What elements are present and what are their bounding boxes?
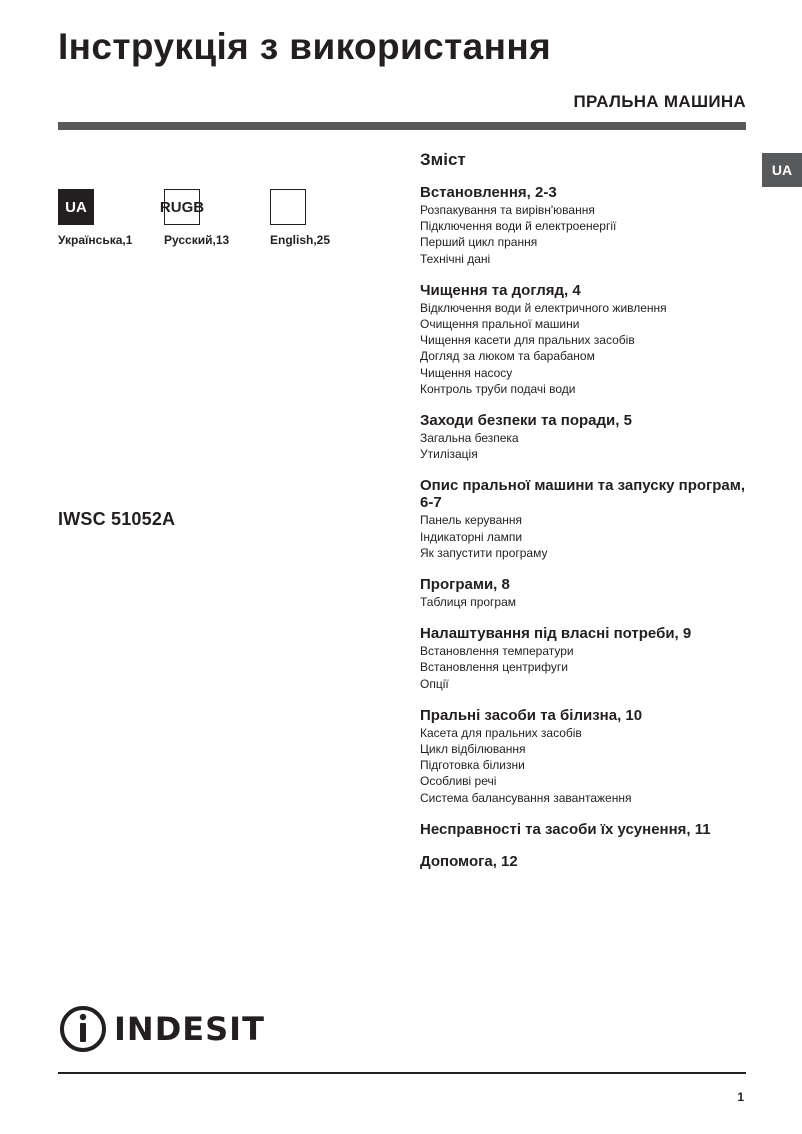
toc-title: Зміст [420,150,466,169]
toc-item[interactable]: Індикаторні лампи [420,529,523,544]
toc-item[interactable]: Відключення води й електричного живлення [420,300,667,315]
brand-logo [58,1004,265,1054]
toc-item[interactable]: Система балансування завантаження [420,790,632,805]
toc-item[interactable]: Чищення насосу [420,365,513,380]
header-rule [58,122,746,130]
toc-item[interactable]: Перший цикл прання [420,235,538,250]
toc-item[interactable]: Очищення пральної машини [420,317,580,332]
model-number: IWSC 51052A [58,509,176,529]
toc-section [420,282,750,397]
toc-section-title[interactable]: Встановлення, 2-3 [420,184,557,201]
brand-wordmark: INDESIT [114,1010,265,1048]
toc-section-title[interactable]: Заходи безпеки та поради, 5 [420,412,632,430]
toc-item[interactable]: Таблиця програм [420,595,517,610]
toc-item[interactable]: Розпакування та вирівн'ювання [420,203,595,217]
language-label-ua[interactable]: Українська,1 [58,233,133,247]
indesit-i-icon [58,1004,108,1054]
language-box-ua[interactable]: UA [58,189,94,225]
footer-rule [58,1072,746,1074]
toc-section [420,853,750,870]
toc-section-title[interactable]: Пральні засоби та білизна, 10 [420,706,643,724]
toc-item[interactable]: Контроль труби подачі води [420,381,576,396]
toc-item[interactable]: Загальна безпека [420,431,519,446]
toc-section-title[interactable]: Несправності та засоби їх усунення, 11 [420,820,711,838]
toc-item[interactable]: Технічні дані [420,251,491,266]
toc-section-title[interactable]: Налаштування під власні потреби, 9 [420,625,692,643]
table-of-contents [420,150,750,885]
language-box-ru[interactable]: RUGB [164,189,200,225]
toc-section [420,184,750,267]
language-box-en[interactable] [270,189,306,225]
toc-item[interactable]: Чищення касети для пральних засобів [420,333,635,348]
toc-item[interactable]: Встановлення температури [420,644,574,659]
toc-item[interactable]: Касета для пральних засобів [420,725,582,740]
page-number: 1 [737,1090,744,1104]
toc-item[interactable]: Цикл відбілювання [420,742,526,757]
toc-section-title[interactable]: Опис пральної машини та запуску програм, 6-7 [420,477,746,512]
product-type: ПРАЛЬНА МАШИНА [573,92,746,111]
toc-item[interactable]: Панель керування [420,513,523,528]
language-tab: UA [762,153,802,187]
toc-section [420,625,750,692]
toc-item[interactable]: Встановлення центрифуги [420,660,568,675]
toc-item[interactable]: Підключення води й електроенергії [420,219,617,234]
toc-item[interactable]: Особливі речі [420,774,497,789]
toc-item[interactable]: Утилізація [420,447,478,462]
language-label-en[interactable]: English,25 [270,233,331,247]
toc-item[interactable]: Підготовка білизни [420,758,525,773]
toc-section-title[interactable]: Чищення та догляд, 4 [420,281,581,299]
toc-section [420,707,750,806]
toc-section-title[interactable]: Допомога, 12 [420,852,518,870]
toc-section [420,821,750,838]
toc-section [420,477,750,561]
page-title: Інструкція з використання [58,26,552,67]
toc-item[interactable]: Як запустити програму [420,545,548,560]
language-label-ru[interactable]: Русский,13 [164,233,230,247]
toc-item[interactable]: Догляд за люком та барабаном [420,349,595,364]
toc-section [420,576,750,610]
toc-section-title[interactable]: Програми, 8 [420,576,510,594]
toc-section [420,412,750,462]
toc-item[interactable]: Опції [420,676,449,691]
